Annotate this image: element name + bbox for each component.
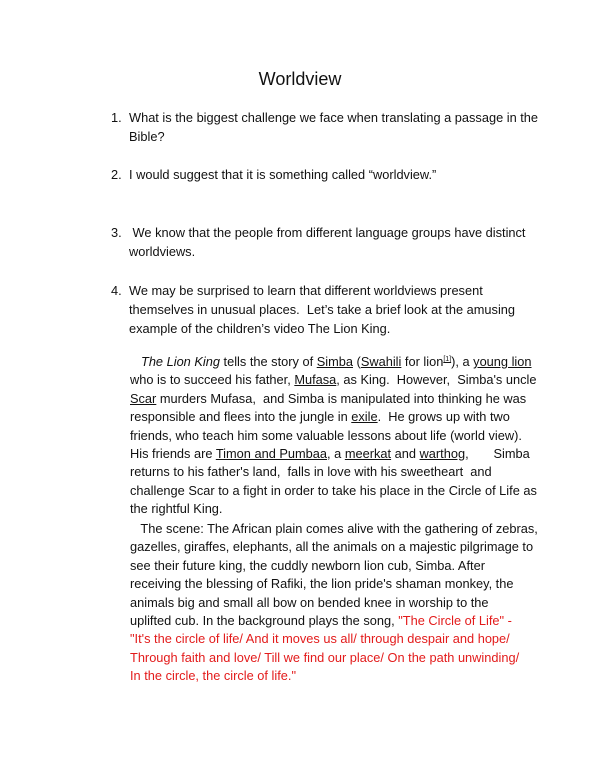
item-number: 3. <box>111 225 122 240</box>
item-text <box>129 223 529 261</box>
text-line: example of the children’s video The Lion King. <box>129 321 391 336</box>
lyrics-line: In the circle, the circle of life." <box>130 668 296 684</box>
young-lion-link[interactable]: young lion <box>473 354 532 369</box>
song-title: "The Circle of Life" - <box>398 613 512 629</box>
text-line: What is the biggest challenge we face when translating a passage in the <box>129 110 539 125</box>
text-line <box>130 390 540 408</box>
text: responsible and flees into the jungle in <box>130 409 352 425</box>
item-text <box>129 165 529 184</box>
text-line: Bible? <box>129 129 165 144</box>
text: ), a <box>451 354 474 369</box>
text-line: receiving the blessing of Rafiki, the lion pride's shaman monkey, the <box>130 576 514 592</box>
text-line: We may be surprised to learn that different worldviews present <box>129 283 483 298</box>
text-line: We know that the people from different language groups have distinct <box>129 225 526 240</box>
text-line <box>130 445 540 463</box>
text-line <box>130 408 540 426</box>
scar-link[interactable]: Scar <box>130 390 157 406</box>
footnote-link[interactable]: [1] <box>443 356 452 363</box>
item-number: 2. <box>111 167 122 182</box>
simba-link[interactable]: Simba <box>316 354 353 369</box>
text: for lion <box>401 354 444 369</box>
scene-description <box>130 520 540 686</box>
text-line: see their future king, the cuddly newborn lion cub, Simba. After <box>130 557 485 573</box>
page-title: Worldview <box>258 69 342 89</box>
text-line <box>130 353 540 371</box>
text-line <box>130 612 540 630</box>
text: , a <box>327 446 345 462</box>
warthog-link[interactable]: warthog <box>419 446 466 462</box>
lyrics-line: Through faith and love/ Till we find our place/ On the path unwinding/ <box>130 649 520 665</box>
item-number: 1. <box>111 110 122 125</box>
text: tells the story of <box>219 354 317 369</box>
text: uplifted cub. In the background plays the song, <box>130 613 399 629</box>
swahili-link[interactable]: Swahili <box>360 354 402 369</box>
text-line: I would suggest that it is something called “worldview.” <box>129 167 437 182</box>
text-line: challenge Scar to a fight in order to take his place in the Circle of Life as <box>130 482 537 498</box>
text: ( <box>352 354 361 369</box>
text: and <box>391 446 420 462</box>
lyrics-line: "It's the circle of life/ And it moves us all/ through despair and hope/ <box>130 631 510 647</box>
text-line: worldviews. <box>129 244 196 259</box>
text-line: friends, who teach him some valuable lessons about life (world view). <box>130 427 522 443</box>
lion-king-summary <box>130 353 540 519</box>
text: , as King. However, Simba's uncle <box>336 372 537 388</box>
item-number: 4. <box>111 283 122 298</box>
title-italic: The Lion King <box>141 354 220 369</box>
exile-link[interactable]: exile <box>351 409 378 425</box>
mufasa-link[interactable]: Mufasa <box>294 372 337 388</box>
text: His friends are <box>130 446 216 462</box>
item-text <box>129 281 529 338</box>
text-line <box>130 371 540 389</box>
text: , Simba <box>465 446 530 462</box>
text: who is to succeed his father, <box>130 372 295 388</box>
text-line: returns to his father's land, falls in love with his sweetheart and <box>130 464 492 480</box>
text: murders Mufasa, and Simba is manipulated into thinking he was <box>156 390 527 406</box>
text: . He grows up with two <box>377 409 510 425</box>
text-line: the rightful King. <box>130 501 223 517</box>
text-line: gazelles, giraffes, elephants, all the animals on a majestic pilgrimage to <box>130 539 534 555</box>
meerkat-link[interactable]: meerkat <box>344 446 392 462</box>
timon-pumbaa-link[interactable]: Timon and Pumbaa <box>215 446 328 462</box>
item-text <box>129 108 539 146</box>
text-line: animals big and small all bow on bended knee in worship to the <box>130 594 489 610</box>
text-line: themselves in unusual places. Let’s take a brief look at the amusing <box>129 302 516 317</box>
text-line: The scene: The African plain comes alive with the gathering of zebras, <box>130 521 538 536</box>
